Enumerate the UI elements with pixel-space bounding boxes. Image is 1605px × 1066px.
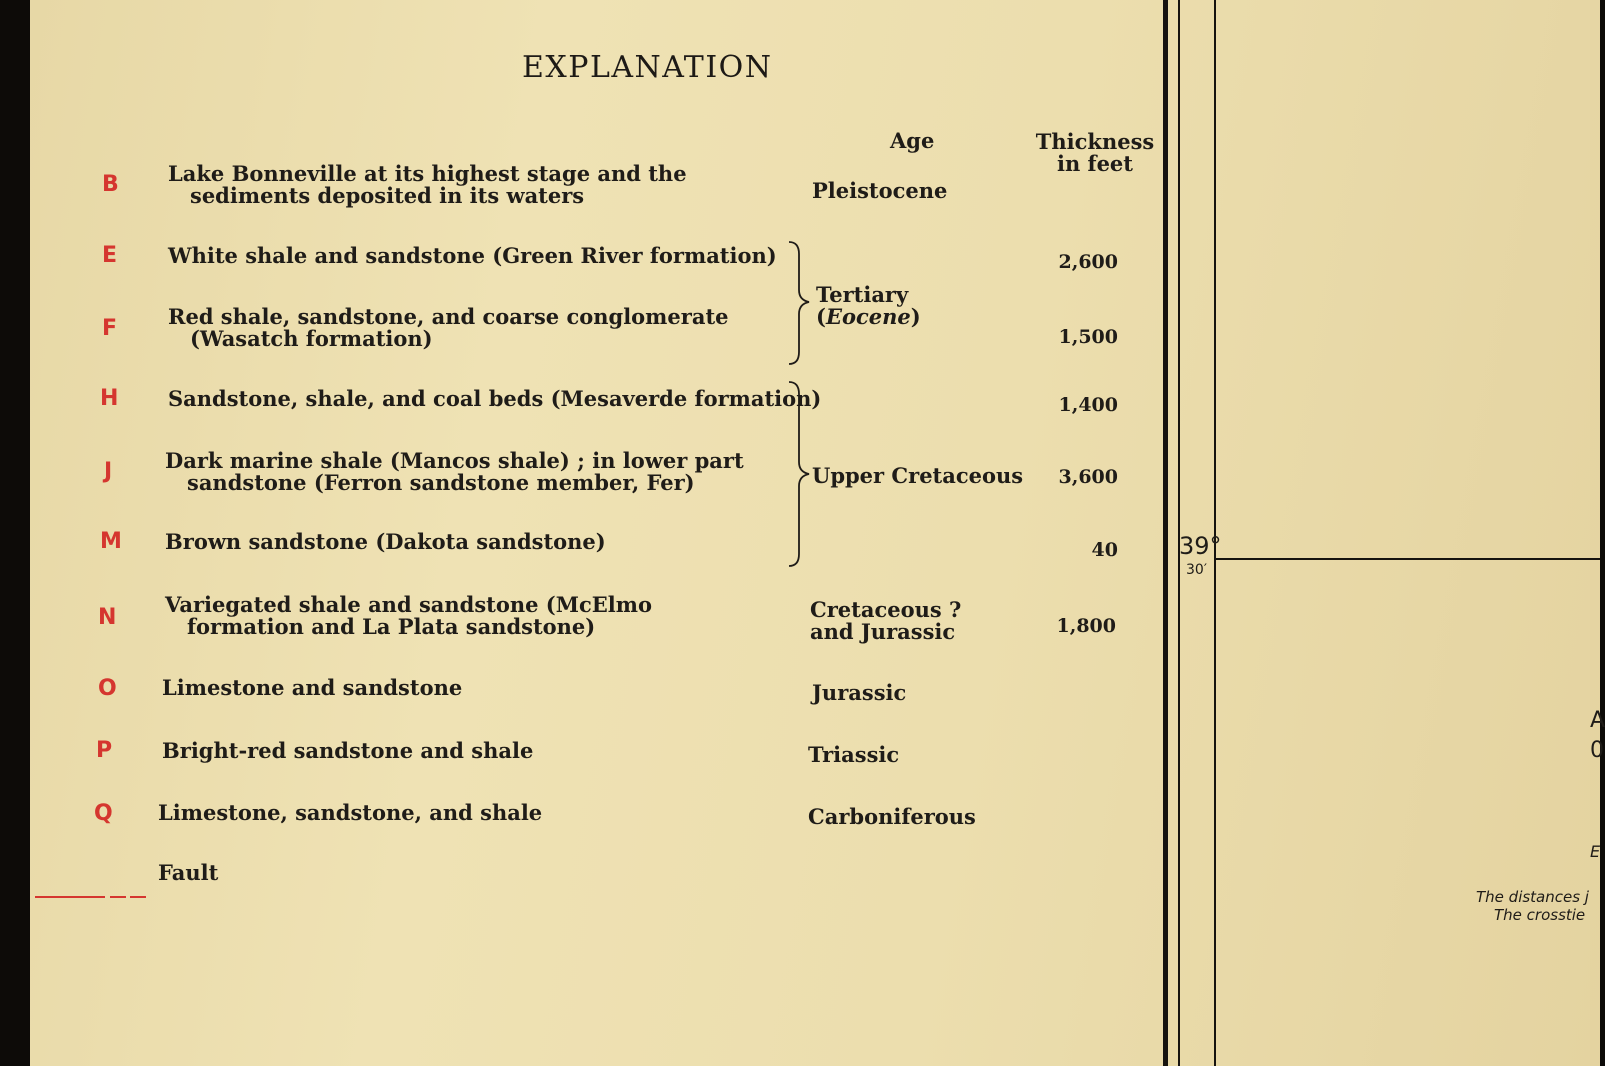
thickness-header: [1030, 131, 1160, 175]
fault-line-symbol: [35, 896, 105, 898]
unit-b-line1: Lake Bonneville at its highest stage and the: [168, 161, 687, 186]
unit-description-h: Sandstone, shale, and coal beds (Mesaverde formation): [168, 386, 822, 411]
unit-symbol-n: N: [98, 605, 117, 630]
unit-symbol-j: J: [104, 459, 113, 484]
fault-label: Fault: [158, 860, 219, 885]
unit-symbol-h: H: [100, 386, 119, 411]
unit-symbol-o: O: [98, 676, 117, 701]
tertiary-brace: [785, 240, 815, 368]
unit-n-age-line2: and Jurassic: [810, 619, 956, 644]
tertiary-age-line1: Tertiary: [816, 282, 909, 307]
unit-symbol-m: M: [100, 529, 122, 554]
unit-age-q: Carboniferous: [808, 804, 976, 829]
unit-description-f: [168, 306, 729, 350]
unit-thickness-e: 2,600: [1058, 251, 1118, 273]
unit-description-j: [165, 450, 744, 494]
unit-description-q: Limestone, sandstone, and shale: [158, 800, 543, 825]
unit-f-line1: Red shale, sandstone, and coarse conglomerate: [168, 304, 729, 329]
unit-thickness-h: 1,400: [1058, 394, 1118, 416]
tertiary-age: [816, 284, 921, 328]
map-note-line2: The crosstie: [1494, 906, 1586, 924]
unit-symbol-p: P: [96, 738, 113, 763]
map-fragment-char-1: A: [1590, 708, 1605, 733]
unit-f-line2: (Wasatch formation): [190, 326, 433, 351]
unit-description-e: White shale and sandstone (Green River formation): [168, 243, 777, 268]
map-fragment-char-3: E: [1590, 842, 1601, 861]
unit-j-line1: Dark marine shale (Mancos shale) ; in lower part: [165, 448, 744, 473]
unit-n-line1: Variegated shale and sandstone (McElmo: [165, 592, 652, 617]
age-header: Age: [890, 128, 935, 153]
latitude-degrees-label: 39°: [1179, 532, 1222, 560]
upper-cretaceous-age: Upper Cretaceous: [812, 463, 1024, 488]
unit-description-n: [165, 594, 652, 638]
map-border-thick: [1163, 0, 1168, 1066]
unit-thickness-j: 3,600: [1058, 466, 1118, 488]
unit-j-line2: sandstone (Ferron sandstone member, Fer): [187, 470, 695, 495]
fault-dash-1: [110, 896, 126, 898]
unit-thickness-m: 40: [1091, 539, 1118, 561]
unit-n-line2: formation and La Plata sandstone): [187, 614, 596, 639]
unit-age-n: [810, 599, 961, 643]
latitude-gridline: [1216, 558, 1600, 560]
unit-age-p: Triassic: [808, 742, 900, 767]
map-note-line1: The distances j: [1476, 888, 1589, 906]
fault-dash-2: [130, 896, 146, 898]
map-sheet: [30, 0, 1605, 1066]
unit-description-p: Bright-red sandstone and shale: [162, 738, 534, 763]
unit-symbol-q: Q: [94, 801, 113, 826]
unit-b-line2: sediments deposited in its waters: [190, 183, 585, 208]
unit-description-b: [168, 163, 687, 207]
unit-age-o: Jurassic: [812, 680, 907, 705]
unit-symbol-e: E: [102, 243, 118, 268]
unit-age-b: Pleistocene: [812, 178, 948, 203]
unit-symbol-b: B: [102, 172, 119, 197]
map-fragment-char-2: 0: [1590, 738, 1604, 763]
unit-thickness-f: 1,500: [1058, 326, 1118, 348]
unit-thickness-n: 1,800: [1056, 615, 1116, 637]
unit-symbol-f: F: [102, 316, 118, 341]
unit-description-m: Brown sandstone (Dakota sandstone): [165, 529, 606, 554]
unit-n-age-line1: Cretaceous ?: [810, 597, 962, 622]
tertiary-age-line2: (Eocene): [816, 304, 921, 329]
thickness-header-line2: in feet: [1056, 151, 1133, 176]
latitude-minutes-label: 30′: [1186, 562, 1207, 578]
explanation-title: EXPLANATION: [522, 50, 773, 85]
thickness-header-line1: Thickness: [1035, 129, 1155, 154]
unit-description-o: Limestone and sandstone: [162, 675, 463, 700]
upper-cretaceous-brace: [785, 380, 815, 570]
